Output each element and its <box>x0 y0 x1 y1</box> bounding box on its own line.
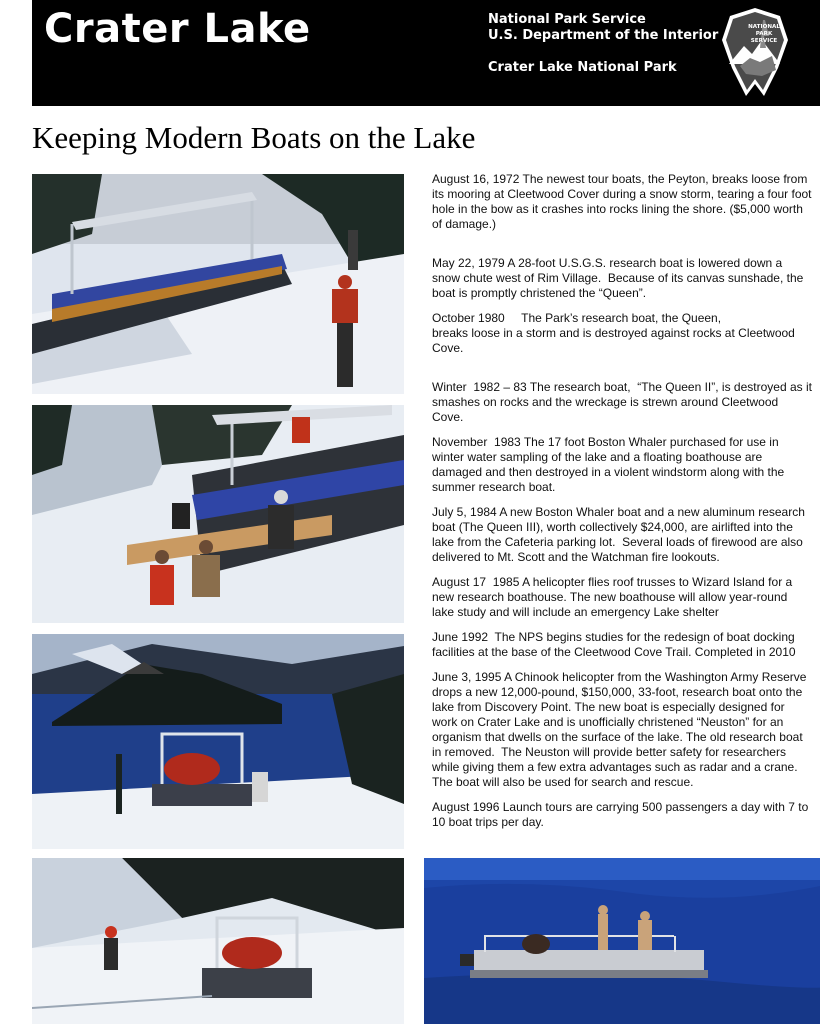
timeline-entry-1985: August 17 1985 A helicopter flies roof trusses to Wizard Island for a new research boathouse. The new boathouse will allow year-round lake study and will include an emergency Lake shelter <box>432 575 796 619</box>
timeline-entry-1980: October 1980 The Park’s research boat, the Queen, breaks loose in a storm and is destroyed against rocks at Cleetwood Cove. <box>432 311 795 355</box>
timeline-entry-1984: July 5, 1984 A new Boston Whaler boat and a new aluminum research boat (The Queen III), worth collectively $24,000, are airlifted into the lake from the Cafeteria parking lot. Several loads of firewood are also delivered to Mt. Scott and the Watchman fire lookouts. <box>432 505 809 564</box>
page-title: Keeping Modern Boats on the Lake <box>32 120 476 155</box>
agency-line-1: National Park Service <box>488 12 646 27</box>
agency-line-2: U.S. Department of the Interior <box>488 28 719 43</box>
timeline-entry-1979: May 22, 1979 A 28-foot U.S.G.S. research boat is lowered down a snow chute west of Rim Village. Because of its canvas sunshade, the boat is promptly christened the “Queen”. <box>432 256 807 300</box>
nps-arrowhead-logo <box>720 6 790 100</box>
photo-research-boat-on-lake <box>424 858 820 1024</box>
emblem-word-2: PARK <box>755 31 773 37</box>
timeline-entry-1992: June 1992 The NPS begins studies for the redesign of boat docking facilities at the base of the Cleetwood Cove Trail. Completed in 2010 <box>432 630 799 659</box>
photo-boat-on-snow-chute <box>32 174 404 394</box>
photo-wizard-island-lake <box>32 634 404 849</box>
timeline-entry-1982: Winter 1982 – 83 The research boat, “The Queen II”, is destroyed as it smashes on rocks and the wreckage is strewn around Cleetwood Cove. <box>432 380 816 424</box>
timeline-entry-1972: August 16, 1972 The newest tour boats, the Peyton, breaks loose from its mooring at Cleetwood Cover during a snow storm, tearing a four foot hole in the bow as it crashes into rocks lining the shore. ($5,000 worth of damage.) <box>432 172 815 231</box>
timeline-entry-1996: August 1996 Launch tours are carrying 500 passengers a day with 7 to 10 boat trips per day. <box>432 800 812 829</box>
photo-boat-on-snow-slope <box>32 858 404 1024</box>
boat-history-timeline <box>432 172 816 840</box>
timeline-entry-1983: November 1983 The 17 foot Boston Whaler purchased for use in winter water sampling of the lake and a floating boathouse are damaged and then destroyed in a violent windstorm along with the summer research boat. <box>432 435 788 494</box>
emblem-word-1: NATIONAL <box>748 24 780 30</box>
emblem-word-3: SERVICE <box>750 38 778 44</box>
site-title: Crater Lake <box>44 6 311 52</box>
agency-name <box>488 12 718 44</box>
header-banner <box>32 0 820 106</box>
photo-crew-pushing-boat <box>32 405 404 623</box>
park-name: Crater Lake National Park <box>488 60 677 75</box>
timeline-entry-1995: June 3, 1995 A Chinook helicopter from the Washington Army Reserve drops a new 12,000-pound, $150,000, 33-foot, research boat onto the lake from Discovery Point. The new boat is especially designed for work on Crater Lake and is unofficially christened “Neuston” for an organism that dwells on the surface of the lake. The old research boat in removed. The Neuston will provide better safety for researchers while giving them a few extra advantages such as radar and a crane. The boat will also be used for search and rescue. <box>432 670 810 789</box>
